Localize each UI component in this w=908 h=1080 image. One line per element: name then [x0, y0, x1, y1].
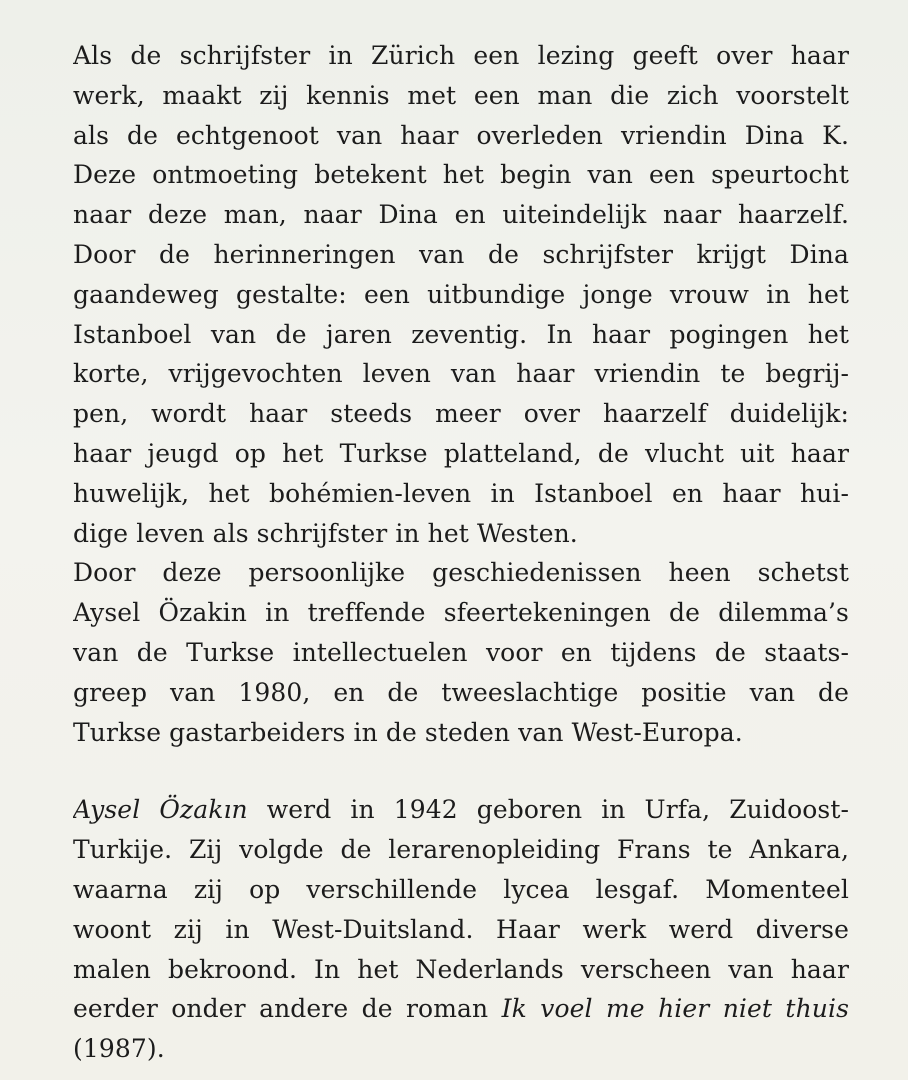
bio-line-start: eerder onder andere de roman — [73, 994, 502, 1024]
bio-line: waarna zij op verschillende lycea lesgaf. Momenteel — [73, 874, 849, 904]
bio-line — [73, 989, 849, 1029]
summary-line: huwelijk, het bohémien-leven in Istanboel en haar hui- — [73, 478, 849, 508]
summary-line: van de Turkse intellectuelen voor en tijdens de staats- — [73, 637, 849, 667]
publication-year: (1987). — [73, 1034, 165, 1064]
summary-line: korte, vrijgevochten leven van haar vriendin te begrij- — [73, 359, 849, 389]
bio-line: malen bekroond. In het Nederlands verscheen van haar — [73, 954, 849, 984]
bio-line: woont zij in West-Duitsland. Haar werk werd diverse — [73, 914, 849, 944]
book-title: Ik voel me hier niet thuis — [501, 994, 849, 1024]
summary-line: Door deze persoonlijke geschiedenissen heen schetst — [73, 558, 849, 588]
paragraph-gap — [73, 752, 849, 790]
author-bio — [73, 790, 849, 1069]
blurb-text — [73, 36, 849, 1069]
summary-line: haar jeugd op het Turkse platteland, de vlucht uit haar — [73, 438, 849, 468]
summary-line: gaandeweg gestalte: een uitbundige jonge vrouw in het — [73, 279, 849, 309]
summary-line: Als de schrijfster in Zürich een lezing geeft over haar — [73, 41, 849, 70]
bio-line: Turkije. Zij volgde de lerarenopleiding Frans te Ankara, — [73, 835, 849, 865]
summary-paragraphs — [73, 36, 849, 752]
bio-line — [73, 790, 849, 830]
summary-line: werk, maakt zij kennis met een man die zich voorstelt — [73, 80, 849, 110]
summary-line: greep van 1980, en de tweeslachtige positie van de — [73, 677, 849, 707]
summary-line: Istanboel van de jaren zeventig. In haar pogingen het — [73, 319, 849, 349]
summary-line: Door de herinneringen van de schrijfster krijgt Dina — [73, 239, 849, 269]
summary-line: dige leven als schrijfster in het Westen. — [73, 518, 578, 548]
author-name: Aysel Özakın — [73, 795, 248, 825]
bio-line-rest: werd in 1942 geboren in Urfa, Zuidoost- — [247, 795, 849, 825]
summary-line: als de echtgenoot van haar overleden vriendin Dina K. — [73, 120, 849, 150]
summary-line: naar deze man, naar Dina en uiteindelijk naar haarzelf. — [73, 200, 849, 230]
summary-line: Aysel Özakin in treffende sfeertekeningen de dilemma’s — [73, 598, 849, 628]
summary-line: Turkse gastarbeiders in de steden van West-Europa. — [73, 717, 743, 747]
summary-line: pen, wordt haar steeds meer over haarzelf duidelijk: — [73, 399, 849, 429]
summary-line: Deze ontmoeting betekent het begin van een speurtocht — [73, 160, 849, 190]
